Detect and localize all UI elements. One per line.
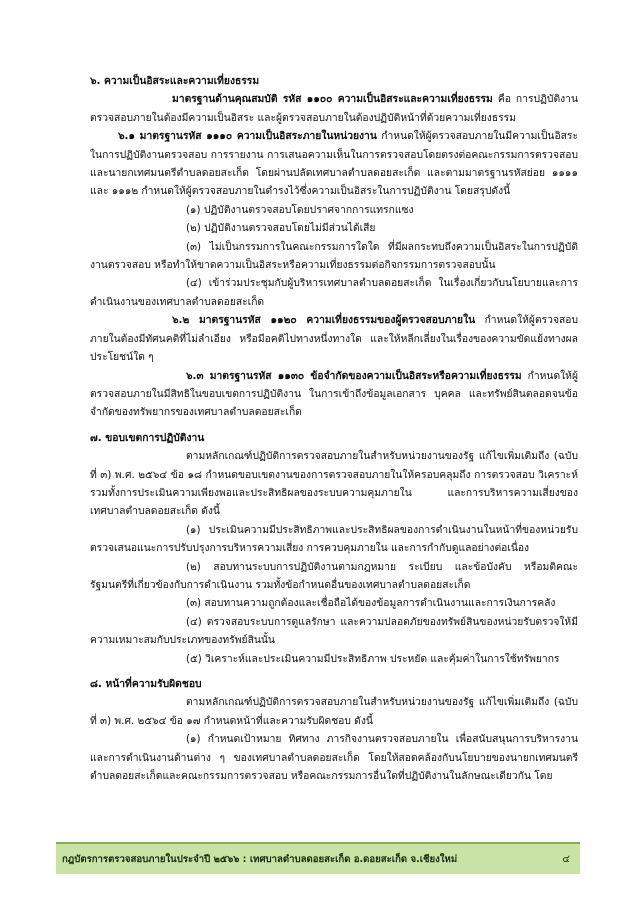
clause-6-1-title: ๖.๑ มาตรฐานรหัส ๑๑๑๐ ความเป็นอิสระภายในหน่วยงาน	[118, 130, 377, 143]
clause-6-1	[90, 127, 578, 201]
list-item: (๓) สอบทานความถูกต้องและเชื่อถือได้ของข้อมูลการดำเนินงานและการเงินการคลัง	[186, 597, 556, 610]
clause-6-2-title: ๖.๒ มาตรฐานรหัส ๑๑๒๐ ความเที่ยงธรรมของผู้ตรวจสอบภายใน	[172, 314, 476, 327]
list-item: (๕) วิเคราะห์และประเมินความมีประสิทธิภาพ ประหยัด และคุ้มค่าในการใช้ทรัพยากร	[186, 652, 560, 665]
section-7-heading: ๗. ขอบเขตการปฏิบัติงาน	[90, 431, 205, 444]
section-6-heading: ๖. ความเป็นอิสระและความเที่ยงธรรม	[90, 75, 260, 87]
footer-title: กฎบัตรการตรวจสอบภายในประจำปี ๒๕๖๖ : เทศบาลตำบลดอยสะเก็ด อ.ดอยสะเก็ด จ.เชียงใหม่	[62, 853, 458, 865]
clause-6-1-text: กำหนดให้ผู้ตรวจสอบภายในมีความเป็นอิสระในการปฏิบัติงานตรวจสอบ การรายงาน การเสนอความเห็นในการตรวจสอบโดยตรงต่อคณะกรรมการตรวจสอบและนายกเทศมนตรีตำบลดอยสะเก็ด โดยผ่านปลัดเทศบาลตำบลดอยสะเก็ด และตามมาตรฐานรหัสย่อย ๑๑๑๑ และ ๑๑๑๒ กำหนดให้ผู้ตรวจสอบภายในดำรงไว้ซึ่งความเป็นอิสระในการปฏิบัติงาน โดยสรุปดังนี้	[90, 130, 578, 198]
section-8-intro: ตามหลักเกณฑ์ปฏิบัติการตรวจสอบภายในสำหรับหน่วยงานของรัฐ แก้ไขเพิ่มเติมถึง (ฉบับที่ ๓) พ.ศ. ๒๕๖๔ ข้อ ๑๗ กำหนดหน้าที่และความรับผิดชอบ ดังนี้	[90, 696, 578, 727]
document-body	[90, 72, 578, 785]
clause-6-3-title: ๖.๓ มาตรฐานรหัส ๑๑๓๐ ข้อจำกัดของความเป็นอิสระหรือความเที่ยงธรรม	[186, 369, 522, 382]
section-6-intro-text: คือ การปฏิบัติงานตรวจสอบภายในต้องมีความเป็นอิสระ และผู้ตรวจสอบภายในต้องปฏิบัติหน้าที่ด้วยความเที่ยงธรรม	[90, 93, 578, 124]
clause-6-2	[90, 311, 578, 366]
page-footer	[56, 842, 580, 874]
clause-6-2-text: กำหนดให้ผู้ตรวจสอบภายในต้องมีทัศนคติที่ไม่ลำเอียง หรือมีอคติไปทางหนึ่งทางใด และให้หลีกเลี่ยงในเรื่องของความขัดแย้งทางผลประโยชน์ใด ๆ	[90, 314, 578, 364]
clause-6-3-text: กำหนดให้ผู้ตรวจสอบภายในมีสิทธิในขอบเขตการปฏิบัติงาน ในการเข้าถึงข้อมูลเอกสาร บุคคล และทรัพย์สินตลอดจนข้อจำกัดของทรัพยากรของเทศบาลตำบลดอยสะเก็ด	[90, 369, 578, 419]
list-item: (๑) ปฏิบัติงานตรวจสอบโดยปราศจากการแทรกแซง	[186, 203, 414, 216]
list-item: (๓) ไม่เป็นกรรมการในคณะกรรมการใดใด ที่มีผลกระทบถึงความเป็นอิสระในการปฏิบัติงานตรวจสอบ หรือทำให้ขาดความเป็นอิสระหรือความเที่ยงธรรมต่อกิจกรรมการตรวจสอบนั้น	[90, 240, 578, 272]
section-6-intro-bold: มาตรฐานด้านคุณสมบัติ รหัส ๑๑๐๐ ความเป็นอิสระและความเที่ยงธรรม	[172, 93, 493, 106]
section-8-heading: ๘. หน้าที่ความรับผิดชอบ	[90, 678, 202, 690]
section-7-intro: ตามหลักเกณฑ์ปฏิบัติการตรวจสอบภายในสำหรับหน่วยงานของรัฐ แก้ไขเพิ่มเติมถึง (ฉบับที่ ๓) พ.ศ. ๒๕๖๔ ข้อ ๑๘ กำหนดขอบเขตงานของการตรวจสอบภายในให้ครอบคลุมถึง การตรวจสอบ วิเคราะห์ รวมทั้งการประเมินความเพียงพอและประสิทธิผลของระบบความคุมภายใน และการบริหารความเสี่ยงของเทศบาลตำบลดอยสะเก็ด ดังนี้	[90, 450, 578, 518]
page-number: ๔	[562, 853, 570, 865]
list-item: (๒) ปฏิบัติงานตรวจสอบโดยไม่มีส่วนได้เสีย	[186, 222, 376, 235]
list-item: (๑) กำหนดเป้าหมาย ทิศทาง ภารกิจงานตรวจสอบภายใน เพื่อสนับสนุนการบริหารงาน และการดำเนินงานด้านต่าง ๆ ของเทศบาลตำบลดอยสะเก็ด โดยให้สอดคล้องกับนโยบายของนายกเทศมนตรีตำบลดอยสะเก็ดและคณะกรรมการตรวจสอบ หรือคณะกรรมการอื่นใดที่ปฏิบัติงานในลักษณะเดียวกัน โดย	[90, 733, 578, 783]
clause-6-3	[90, 367, 578, 422]
list-item: (๔) เข้าร่วมประชุมกับผู้บริหารเทศบาลตำบลดอยสะเก็ด ในเรื่องเกี่ยวกับนโยบายและการดำเนินงานของเทศบาลตำบลดอยสะเก็ด	[90, 277, 578, 308]
list-item: (๒) สอบทานระบบการปฏิบัติงานตามกฎหมาย ระเบียบ และข้อบังคับ หรือมติคณะรัฐมนตรีที่เกี่ยวข้องกับการดำเนินงาน รวมทั้งข้อกำหนดอื่นของเทศบาลตำบลดอยสะเก็ด	[90, 560, 578, 591]
list-item: (๔) ตรวจสอบระบบการดูแลรักษา และความปลอดภัยของทรัพย์สินของหน่วยรับตรวจให้มีความเหมาะสมกับประเภทของทรัพย์สินนั้น	[90, 615, 578, 647]
list-item: (๑) ประเมินความมีประสิทธิภาพและประสิทธิผลของการดำเนินงานในหน้าที่ของหน่วยรับตรวจเสนอแนะการปรับปรุงการบริหารความเสี่ยง การควบคุมภายใน และการกำกับดูแลอย่างต่อเนื่อง	[90, 523, 578, 555]
section-6-intro	[90, 90, 578, 127]
